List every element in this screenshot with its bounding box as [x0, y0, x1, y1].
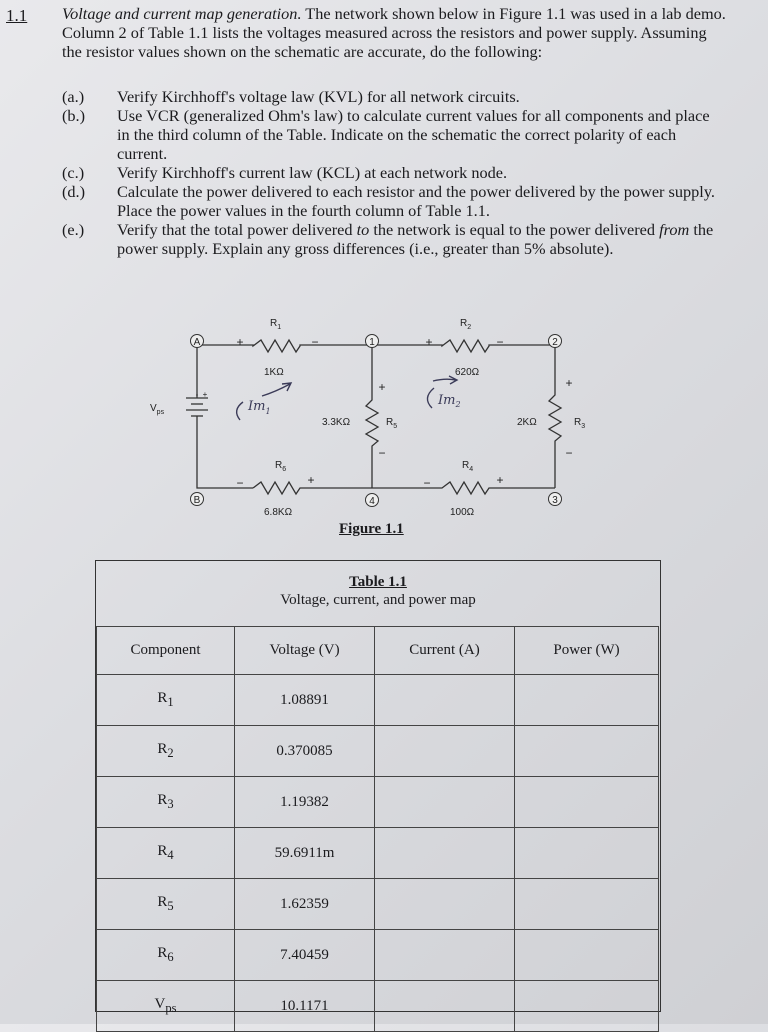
table-subtitle: Voltage, current, and power map	[280, 592, 476, 608]
r6-value: 6.8KΩ	[264, 507, 293, 518]
source-plus: +	[202, 390, 208, 399]
r2-plus: +	[425, 335, 433, 349]
part-a	[62, 87, 742, 106]
cell-current[interactable]	[375, 777, 515, 828]
r1-plus: +	[236, 335, 244, 349]
part-label: (c.)	[62, 163, 85, 182]
r4-minus: −	[423, 476, 431, 490]
part-d	[62, 182, 742, 220]
r5-minus: −	[378, 446, 386, 460]
table-row	[97, 879, 659, 930]
header-current: Current (A)	[375, 627, 515, 675]
r6-label: $R_6$	[275, 460, 287, 473]
cell-power[interactable]	[515, 777, 659, 828]
problem-number: 1.1	[6, 6, 28, 25]
table-row	[97, 930, 659, 981]
r3-value: 2KΩ	[517, 417, 537, 428]
part-c	[62, 163, 742, 182]
resistor-r3-symbol	[549, 345, 561, 488]
wire-left-lower	[197, 420, 253, 488]
node-2-label: 2	[552, 337, 558, 348]
r1-label: $R_1$	[270, 318, 282, 331]
r2-label: $R_2$	[460, 318, 472, 331]
cell-voltage: 1.19382	[235, 777, 375, 828]
table-row	[97, 777, 659, 828]
part-label: (e.)	[62, 220, 85, 239]
part-b	[62, 106, 742, 163]
resistor-r4-symbol	[372, 482, 555, 494]
node-4-label: 4	[369, 496, 375, 507]
cell-power[interactable]	[515, 675, 659, 726]
problem-statement	[62, 4, 728, 61]
cell-component: $R_3$	[97, 777, 235, 828]
im2-annotation: $Im_2$	[438, 393, 461, 409]
source-label: $V_{ps}$	[150, 403, 165, 416]
r5-plus: +	[378, 380, 386, 394]
im1-arrow	[237, 402, 243, 420]
cell-component: $R_2$	[97, 726, 235, 777]
node-1-label: 1	[369, 337, 375, 348]
r5-label: $R_5$	[386, 417, 398, 430]
cell-component: $V_{ps}$	[97, 981, 235, 1032]
figure-caption: Figure 1.1	[339, 521, 404, 537]
parts-list	[62, 87, 742, 258]
part-label: (a.)	[62, 87, 85, 106]
im1-annotation: $Im_1$	[248, 399, 271, 416]
part-text: Verify Kirchhoff's voltage law (KVL) for all network circuits.	[117, 87, 520, 106]
header-component: Component	[97, 627, 235, 675]
cell-voltage: 0.370085	[235, 726, 375, 777]
cell-voltage: 59.6911m	[235, 828, 375, 879]
r2-value: 620Ω	[455, 367, 480, 378]
node-a-label: A	[193, 337, 201, 348]
part-e	[62, 220, 742, 258]
part-text: Use VCR (generalized Ohm's law) to calculate current values for all components and place in the third column of the Table. Indicate on the schematic the correct polarity of each current.	[117, 106, 710, 163]
cell-current[interactable]	[375, 675, 515, 726]
r2-minus: −	[496, 335, 504, 349]
part-label: (d.)	[62, 182, 86, 201]
cell-power[interactable]	[515, 930, 659, 981]
cell-power[interactable]	[515, 726, 659, 777]
cell-component: $R_1$	[97, 675, 235, 726]
cell-voltage: 1.08891	[235, 675, 375, 726]
part-text: Verify Kirchhoff's current law (KCL) at each network node.	[117, 163, 508, 182]
r6-plus: +	[307, 473, 315, 487]
node-3-label: 3	[552, 495, 558, 506]
r3-minus: −	[565, 446, 573, 460]
r3-plus: +	[565, 376, 573, 390]
r4-value: 100Ω	[450, 507, 475, 518]
cell-voltage: 7.40459	[235, 930, 375, 981]
node-b-label: B	[193, 495, 201, 506]
table-header-row	[97, 627, 659, 675]
r1-value: 1KΩ	[264, 367, 284, 378]
table-container	[95, 560, 661, 1015]
cell-power[interactable]	[515, 879, 659, 930]
problem-intro: The network shown below in Figure 1.1 was used in a lab demo. Column 2 of Table 1.1 lists the voltages measured across the resistors and power supply. Assuming the resistor values shown on the schematic are accurate, do the following:	[62, 4, 726, 61]
cell-current[interactable]	[375, 726, 515, 777]
table-title: Table 1.1	[349, 574, 407, 590]
cell-component: $R_4$	[97, 828, 235, 879]
part-text: Verify that the total power delivered to the network is equal to the power delivered from the power supply. Explain any gross differences (i.e., greater than 5% absolute).	[117, 220, 714, 258]
r5-value: 3.3KΩ	[322, 417, 351, 428]
cell-component: $R_5$	[97, 879, 235, 930]
voltage-current-power-table	[96, 626, 659, 1032]
r1-minus: −	[311, 335, 319, 349]
cell-component: $R_6$	[97, 930, 235, 981]
table-row	[97, 726, 659, 777]
table-row	[97, 675, 659, 726]
cell-voltage: 10.1171	[235, 981, 375, 1032]
part-text: Calculate the power delivered to each resistor and the power delivered by the power supply. Place the power values in the fourth column of Table 1.1.	[117, 182, 715, 220]
cell-current[interactable]	[375, 828, 515, 879]
cell-voltage: 1.62359	[235, 879, 375, 930]
r3-label: $R_3$	[574, 417, 586, 430]
im2-pointer	[433, 376, 457, 384]
r4-label: $R_4$	[462, 460, 474, 473]
resistor-r5-symbol	[366, 345, 378, 488]
header-voltage: Voltage (V)	[235, 627, 375, 675]
im2-arrow	[427, 388, 434, 408]
cell-power[interactable]	[515, 828, 659, 879]
cell-current[interactable]	[375, 879, 515, 930]
im1-pointer	[262, 383, 291, 396]
circuit-schematic	[0, 300, 768, 522]
r6-minus: −	[236, 476, 244, 490]
problem-title: Voltage and current map generation.	[62, 4, 302, 23]
r4-plus: +	[496, 473, 504, 487]
table-row	[97, 828, 659, 879]
header-power: Power (W)	[515, 627, 659, 675]
part-label: (b.)	[62, 106, 86, 125]
cell-current[interactable]	[375, 930, 515, 981]
